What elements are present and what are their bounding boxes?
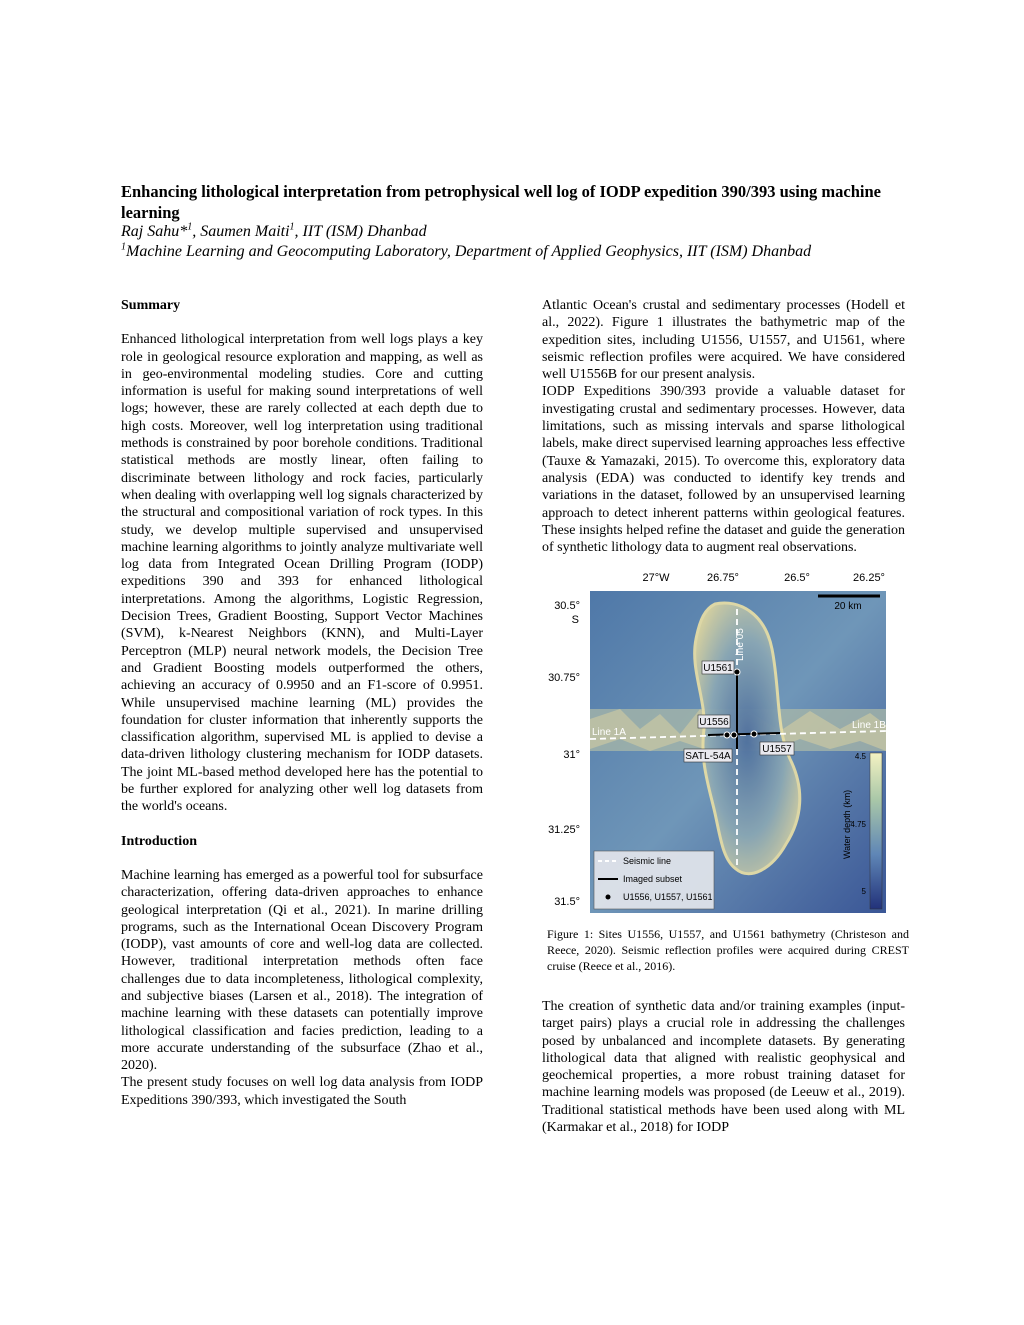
scale-bar-label: 20 km <box>834 601 862 612</box>
author-1-affil-mark: 1 <box>187 221 193 233</box>
line-label-1a: Line 1A <box>592 727 626 738</box>
affiliation-text: Machine Learning and Geocomputing Laboratory, Department of Applied Geophysics, IIT (ISM) Dhanbad <box>126 243 812 260</box>
summary-heading: Summary <box>121 298 181 313</box>
figure-1-bathymetry-map <box>540 569 912 915</box>
colorbar-tick-1: 4.5 <box>854 752 866 761</box>
author-2-affil-mark: 1 <box>289 221 295 233</box>
lat-label-4: 31.25° <box>548 824 580 836</box>
legend-seismic-label: Seismic line <box>623 856 672 866</box>
site-marker-u1561 <box>734 669 740 675</box>
affiliation-line <box>121 242 921 262</box>
legend-sites-swatch <box>606 895 611 900</box>
line-label-1b: Line 1B <box>852 720 886 731</box>
site-label-u1557: U1557 <box>762 744 792 755</box>
lon-label-2: 26.75° <box>707 572 739 584</box>
lat-label-3: 31° <box>563 749 580 761</box>
site-label-u1561: U1561 <box>703 663 733 674</box>
lat-label-2: 30.75° <box>548 672 580 684</box>
right-paragraph-2: IODP Expeditions 390/393 provide a valuable dataset for investigating crustal and sedimentary processes. However, data limitations, such as missing intervals and sparse lithological labels, make direct supervised learning approaches less effective (Tauxe & Yamazaki, 2015). To overcome this, exploratory data analysis (EDA) was conducted to identify key trends and variations in the dataset, followed by an unsupervised learning approach to detect inherent patterns within geological features. These insights helped refine the dataset and guide the generation of synthetic lithology data to augment real observations. <box>542 384 905 556</box>
paper-title: Enhancing lithological interpretation from petrophysical well log of IODP expedition 390/393 using machine learning <box>121 182 881 222</box>
lat-label-1: 30.5° <box>554 600 580 612</box>
legend-sites-label: U1556, U1557, U1561 <box>623 892 713 902</box>
site-marker-u1557 <box>751 731 757 737</box>
right-paragraph-3: The creation of synthetic data and/or training examples (input-target pairs) plays a crucial role in addressing the challenges posed by unbalanced and incomplete datasets. By generating lithological data that aligned with realistic geophysical and geochemical properties, a more robust training dataset for machine learning models was proposed (de Leeuw et al., 2019). Traditional statistical methods have been used along with ML (Karmakar et al., 2018) for IODP <box>542 999 905 1136</box>
colorbar <box>870 753 882 909</box>
site-marker-satl <box>731 732 737 738</box>
introduction-paragraph-2: The present study focuses on well log data analysis from IODP Expeditions 390/393, which investigated the South <box>121 1075 483 1108</box>
introduction-heading: Introduction <box>121 833 197 849</box>
colorbar-tick-2: 4.75 <box>850 820 866 829</box>
lat-hemisphere: S <box>571 614 579 626</box>
site-label-u1556: U1556 <box>699 717 729 728</box>
summary-paragraph: Enhanced lithological interpretation from well logs plays a key role in geological resource exploration and mapping, as well as in geo-environmental modeling studies. Core and cutting information is useful for making sound interpretations of well logs; however, these are rarely collected at each depth due to high costs. Moreover, well log interpretation using traditional methods is constrained by poor borehole conditions. Traditional statistical methods are mostly linear, often failing to discriminate between lithology and rock facies, particularly when dealing with overlapping well log signals characterized by the structural and compositional variation of rock types. In this study, we develop multiple supervised and unsupervised machine learning algorithms to jointly analyze multivariate well log data from Integrated Ocean Drilling Program (IODP) expeditions 390 and 393 for enhanced lithological interpretations. Among the algorithms, Logistic Regression, Decision Trees, Gradient Boosting, Support Vector Machines (SVM), k-Nearest Neighbors (KNN), and Multi-Layer Perceptron (MLP) neural network models, the Decision Tree and Gradient Boosting models outperformed the others, achieving an accuracy of 0.9950 and an F1-score of 0.9951. While unsupervised machine learning (ML) provides the foundation for cluster information that inherently supports the classification algorithm, supervised ML is applied to devise a data-driven lithology clustering mechanism for IODP datasets. The joint ML-based method developed here has the potential to be further explored for analyzing other well log datasets from the world's oceans. <box>121 332 483 815</box>
right-paragraph-1: Atlantic Ocean's crustal and sedimentary processes (Hodell et al., 2022). Figure 1 illustrates the bathymetric map of the expedition sites, including U1556, U1557, and U1561, where seismic reflection profiles were acquired. We have considered well U1556B for our present analysis. <box>542 298 905 383</box>
bathymetry-map-svg <box>540 569 912 915</box>
lon-label-3: 26.5° <box>784 572 810 584</box>
site-marker-u1556 <box>724 732 730 738</box>
legend-imaged-label: Imaged subset <box>623 874 683 884</box>
figure-1-caption: Figure 1: Sites U1556, U1557, and U1561 bathymetry (Christeson and Reece, 2020). Seismic reflection profiles were acquired during CREST cruise (Reece et al., 2016). <box>547 927 909 973</box>
colorbar-tick-3: 5 <box>861 887 866 896</box>
author-2: Saumen Maiti <box>200 223 290 240</box>
left-column <box>121 297 483 1109</box>
right-column-top <box>542 297 905 556</box>
lon-label-4: 26.25° <box>853 572 885 584</box>
author-separator: , <box>192 223 201 240</box>
line-label-05: Line 05 <box>735 628 746 661</box>
author-1: Raj Sahu* <box>121 223 188 240</box>
author-line <box>121 222 901 242</box>
lon-label-1: 27°W <box>642 572 670 584</box>
affiliation-mark: 1 <box>121 241 126 253</box>
lat-label-5: 31.5° <box>554 896 580 908</box>
right-column-bottom <box>542 998 905 1136</box>
author-institution: , IIT (ISM) Dhanbad <box>294 223 427 240</box>
site-label-satl: SATL-54A <box>685 751 731 762</box>
introduction-paragraph-1: Machine learning has emerged as a powerful tool for subsurface characterization, offering data-driven approaches to enhance geological interpretation (Qi et al., 2021). In marine drilling programs, such as the International Ocean Discovery Program (IODP), vast amounts of core and well-log data are collected. However, traditional interpretation methods often face challenges due to data incompleteness, lithological complexity, and subjective biases (Larsen et al., 2018). The integration of machine learning with these datasets can potentially improve lithological classification and facies prediction, leading to a more accurate understanding of the subsurface (Zhao et al., 2020). <box>121 867 483 1074</box>
colorbar-label: Water depth (km) <box>842 789 852 859</box>
